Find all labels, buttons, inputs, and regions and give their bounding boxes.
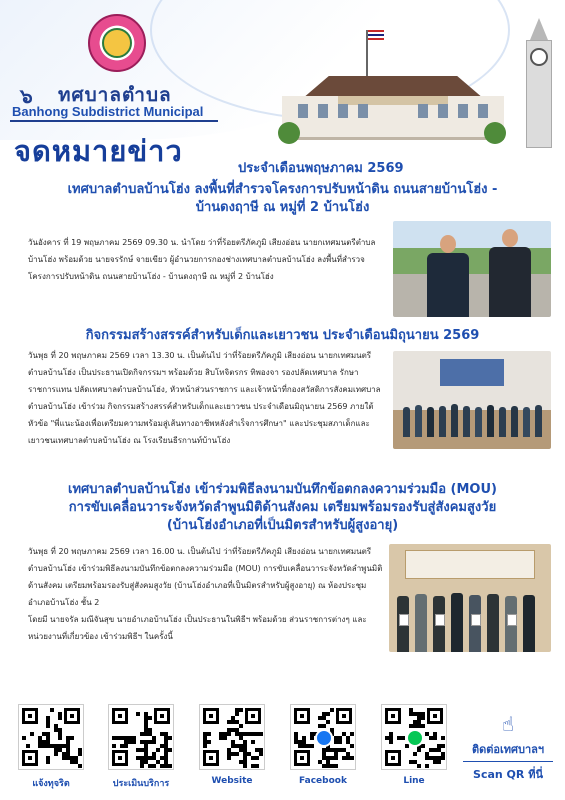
qr-label: Line — [403, 776, 425, 786]
contact-scan-text: Scan QR ที่นี่ — [473, 768, 543, 781]
article-3-photo — [389, 544, 551, 652]
qr-service-evaluation[interactable] — [108, 704, 174, 790]
qr-line[interactable] — [381, 704, 447, 786]
article-3-body: วันพุธ ที่ 20 พฤษภาคม 2569 เวลา 16.00 น. เป็นต้นไป ว่าที่ร้อยตรีภัคภูมิ เสียงอ่อน นายกเทศมนตรีตำบลบ้านโฮ่ง เข้าร่วมพิธีลงนามบันทึกข้อตกลงความร่วมมือ (MOU) การขับเคลื่อนวาระจังหวัดลำพูนมิติด้านสังคม เตรียมพร้อมรองรับสู่สังคมสูงวัย (บ้านโฮ่งอำเภอที่เป็นมิตรสำหรับผู้สูงอายุ) ณ ห้องประชุมอำเภอบ้านโฮ่ง ชั้น 2 โดยมี นายจรัล มณีจันสุข นายอำเภอบ้านโฮ่ง เป็นประธานในพิธีฯ พร้อมด้วย ส่วนราชการต่างๆ และหน่วยงานที่เกี่ยวข้อง เข้าร่วมพิธีฯ ในครั้งนี้ — [28, 547, 383, 641]
org-mark: ๖ — [20, 84, 33, 108]
article-3-headline: เทศบาลตำบลบ้านโฮ่ง เข้าร่วมพิธีลงนามบันทึกข้อตกลงความร่วมมือ (MOU) การขับเคลื่อนวาระจังหวัดลำพูนมิติด้านสังคม เตรียมพร้อมรองรับสู่สังคมสูงวัย (บ้านโฮ่งอำเภอที่เป็นมิตรสำหรับผู้สูงอายุ) — [68, 482, 497, 533]
qr-code-icon[interactable] — [290, 704, 356, 770]
contact-callout — [458, 714, 558, 783]
municipal-building-image — [278, 70, 508, 146]
person-figure — [427, 235, 469, 317]
article-1-headline: เทศบาลตำบลบ้านโฮ่ง ลงพื้นที่สำรวจโครงการปรับหน้าดิน ถนนสายบ้านโฮ่ง - บ้านดงฤาษี ณ หมู่ที่ 2 บ้านโฮ่ง — [67, 182, 498, 215]
contact-title: ติดต่อเทศบาลฯ — [471, 743, 545, 756]
article-2-body: วันพุธ ที่ 20 พฤษภาคม 2569 เวลา 13.30 น. เป็นต้นไป ว่าที่ร้อยตรีภัคภูมิ เสียงอ่อน นายกเทศมนตรีตำบลบ้านโฮ่ง เป็นประธานเปิดกิจกรรมฯ พร้อมด้วย สิบโทจิตรกร ทิพองจา รองปลัดเทศบาล รักษาราชการแทน ปลัดเทศบาลตำบลบ้านโฮ่ง, หัวหน้าส่วนราชการ และเจ้าหน้าที่กองสวัสดิการสังคมเทศบาลตำบลบ้านโฮ่ง เข้าร่วม กิจกรรมสร้างสรรค์สำหรับเด็กและเยาวชน ประจำเดือนมิถุนายน 2569 ภายใต้หัวข้อ "พี่แนะน้องเพื่อเตรียมความพร้อมสู่เส้นทางอาชีพหลังสำเร็จการศึกษา" และประชุมสภาเด็กและเยาวชนเทศบาลตำบลบ้านโฮ่ง ณ โรงเรียนธีรกานท์บ้านโฮ่ง — [28, 351, 381, 445]
article-1-body: วันอังคาร ที่ 19 พฤษภาคม 2569 09.30 น. นำโดย ว่าที่ร้อยตรีภัคภูมิ เสียงอ่อน นายกเทศมนตรีตำบลบ้านโฮ่ง พร้อมด้วย นายจรรักษ์ จายเขียว ผู้อำนวยการกองช่างเทศบาลตำบลบ้านโฮ่ง ลงพื้นที่สำรวจโครงการปรับหน้าดิน ถนนสายบ้านโฮ่ง - บ้านดงฤาษี ณ หมู่ที่ 2 บ้านโฮ่ง — [28, 238, 376, 281]
qr-code-icon[interactable] — [108, 704, 174, 770]
person-figure — [489, 229, 531, 317]
municipality-seal-icon — [88, 14, 146, 72]
thai-flag-icon — [368, 30, 384, 40]
qr-label: Facebook — [299, 776, 347, 786]
qr-facebook[interactable] — [290, 704, 356, 786]
qr-label: Website — [211, 776, 253, 786]
hand-pointer-icon: ☝ — [501, 712, 515, 736]
article-2-headline: กิจกรรมสร้างสรรค์สำหรับเด็กและเยาวชน ประจำเดือนมิถุนายน 2569 — [85, 328, 480, 343]
org-name-underline — [10, 120, 218, 122]
facebook-icon — [315, 729, 333, 747]
newsletter-masthead: จดหมายข่าว — [14, 134, 183, 168]
clock-icon — [530, 48, 548, 66]
line-icon — [406, 729, 424, 747]
org-name-english: Banhong Subdistrict Municipal — [12, 104, 204, 119]
article-2-photo — [393, 351, 551, 449]
seal-emblem — [102, 28, 132, 58]
contact-divider — [463, 761, 553, 762]
qr-report-corruption[interactable] — [18, 704, 84, 790]
qr-label: ประเมินบริการ — [112, 779, 170, 789]
org-name-thai: ทศบาลตำบล — [58, 84, 172, 106]
issue-date: ประจำเดือนพฤษภาคม 2569 — [238, 161, 404, 176]
qr-label: แจ้งทุจริต — [32, 779, 70, 789]
qr-code-icon[interactable] — [18, 704, 84, 770]
article-1-photo — [393, 221, 551, 317]
qr-code-icon[interactable] — [199, 704, 265, 770]
qr-code-icon[interactable] — [381, 704, 447, 770]
clock-tower-image — [522, 18, 556, 150]
qr-website[interactable] — [199, 704, 265, 786]
